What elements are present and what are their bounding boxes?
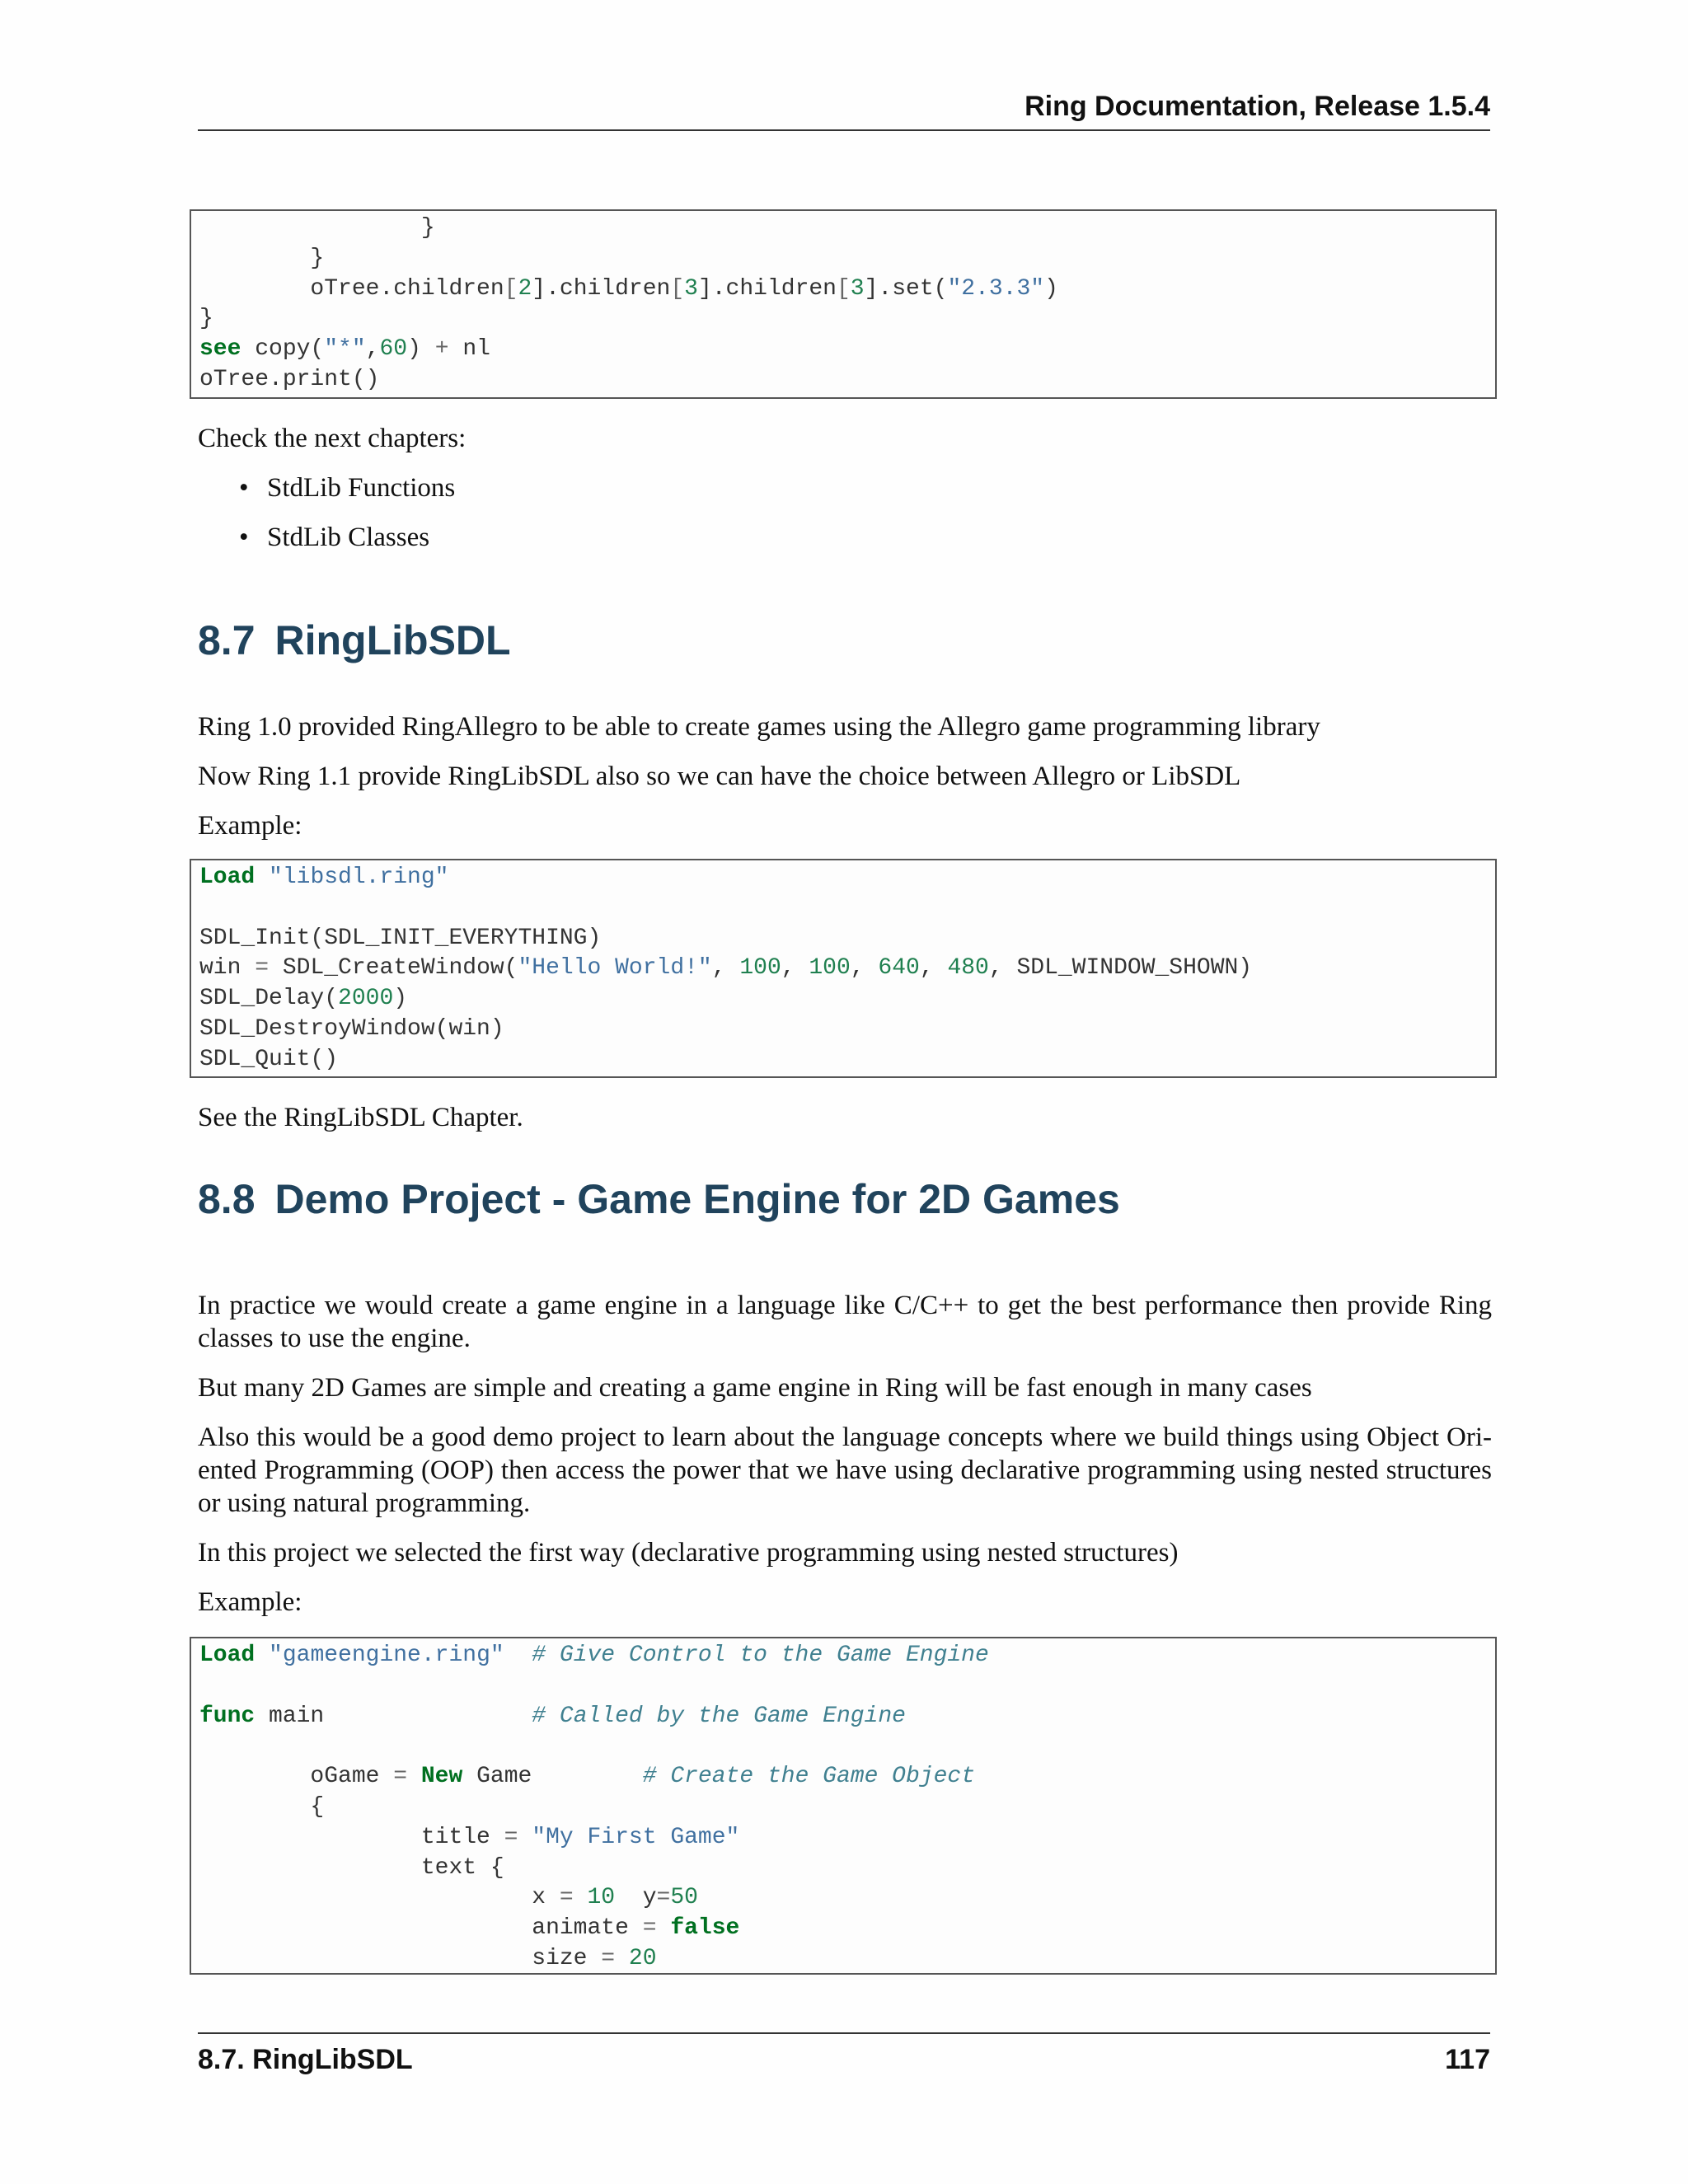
code-line <box>199 1732 1495 1762</box>
code-block-game-engine <box>190 1637 1497 1975</box>
paragraph: Example: <box>198 1587 302 1617</box>
code-line: SDL_Quit() <box>199 1046 339 1072</box>
code-line: title = "My First Game" <box>199 1824 740 1850</box>
code-line: see copy("*",60) + nl <box>199 336 490 363</box>
code-line: x = 10 y=50 <box>199 1885 698 1911</box>
code-line: } <box>310 245 325 271</box>
code-line: } <box>199 306 213 332</box>
code-line <box>199 1671 1495 1702</box>
paragraph: In this project we selected the first way (declarative programming using nested structures) <box>198 1538 1179 1568</box>
code-line: oTree.print() <box>199 366 380 392</box>
code-line: size = 20 <box>199 1945 657 1971</box>
paragraph: Check the next chapters: <box>198 424 467 453</box>
code-line <box>199 893 1495 924</box>
code-line: animate = false <box>199 1915 740 1942</box>
paragraph: In practice we would create a game engine in a language like C/C++ to get the best performance then provide Ring classes to use the engine. <box>198 1291 1492 1353</box>
page-number: 117 <box>1445 2044 1490 2075</box>
paragraph: But many 2D Games are simple and creating a game engine in Ring will be fast enough in many cases <box>198 1373 1312 1403</box>
code-line: SDL_Delay(2000) <box>199 986 408 1012</box>
code-block-tree <box>190 209 1497 399</box>
code-line: oTree.children[2].children[3].children[3].set("2.3.3") <box>310 275 1058 302</box>
footer-section: 8.7. RingLibSDL <box>198 2044 413 2075</box>
paragraph: Ring 1.0 provided RingAllegro to be able to create games using the Allegro game programming library <box>198 712 1320 742</box>
running-header-title: Ring Documentation, Release 1.5.4 <box>1025 91 1490 122</box>
code-line: func main # Called by the Game Engine <box>199 1703 906 1729</box>
footer-rule <box>198 2032 1490 2034</box>
code-line: oGame = New Game # Create the Game Object <box>199 1764 975 1790</box>
paragraph: Now Ring 1.1 provide RingLibSDL also so we can have the choice between Allegro or LibSDL <box>198 762 1241 791</box>
paragraph: See the RingLibSDL Chapter. <box>198 1103 523 1132</box>
paragraph: Also this would be a good demo project to learn about the language concepts where we build things using Object Ori-ented Programming (OOP) then access the power that we have using declarative programming using nested structures or using natural programming. <box>198 1422 1492 1518</box>
paragraph: Example: <box>198 811 302 841</box>
header-rule <box>198 129 1490 131</box>
section-heading-8-8: 8.8 Demo Project - Game Engine for 2D Games <box>198 1176 1120 1222</box>
code-block-libsdl <box>190 859 1497 1078</box>
code-line: SDL_Init(SDL_INIT_EVERYTHING) <box>199 925 602 951</box>
code-line: Load "gameengine.ring" # Give Control to the Game Engine <box>199 1643 989 1668</box>
code-line: SDL_DestroyWindow(win) <box>199 1015 504 1042</box>
code-line: win = SDL_CreateWindow("Hello World!", 100, 100, 640, 480, SDL_WINDOW_SHOWN) <box>199 955 1253 982</box>
code-line: Load "libsdl.ring" <box>199 865 449 890</box>
code-line: text { <box>199 1854 504 1881</box>
code-line: } <box>420 215 435 241</box>
section-heading-8-7: 8.7 RingLibSDL <box>198 617 511 663</box>
code-line: { <box>199 1793 325 1820</box>
